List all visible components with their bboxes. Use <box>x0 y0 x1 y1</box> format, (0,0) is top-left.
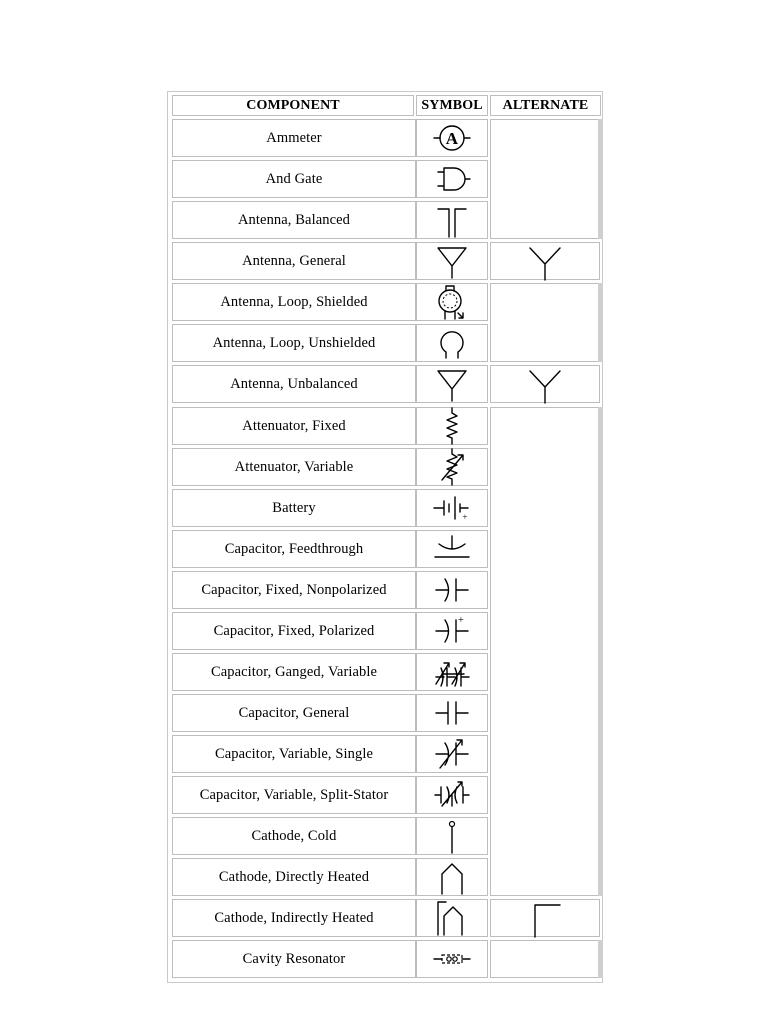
component-cell: Capacitor, Fixed, Polarized <box>172 612 416 650</box>
component-cell: Cathode, Directly Heated <box>172 858 416 896</box>
antenna-unbalanced-alternate-icon <box>515 365 575 403</box>
capacitor-fixed-polarized-symbol-icon <box>432 612 472 650</box>
svg-text:+: + <box>458 615 464 626</box>
symbol-cell <box>416 899 488 937</box>
alternate-cell <box>490 365 600 403</box>
symbol-cell <box>416 571 488 609</box>
symbol-cell <box>416 365 488 403</box>
cavity-resonator-symbol-icon <box>432 940 472 978</box>
svg-text:A: A <box>445 129 459 148</box>
antenna-general-alternate-icon <box>515 242 575 280</box>
component-cell: Antenna, Unbalanced <box>172 365 416 403</box>
capacitor-variable-split-stator-symbol-icon <box>432 776 472 814</box>
header-component: COMPONENT <box>172 95 414 116</box>
svg-text:+: + <box>462 512 468 522</box>
component-cell: Capacitor, Fixed, Nonpolarized <box>172 571 416 609</box>
symbol-cell <box>416 735 488 773</box>
antenna-unbalanced-symbol-icon <box>432 365 472 403</box>
symbol-cell <box>416 612 488 650</box>
symbol-cell <box>416 160 488 198</box>
symbol-cell <box>416 776 488 814</box>
antenna-general-symbol-icon <box>432 242 472 280</box>
cathode-cold-symbol-icon <box>432 817 472 855</box>
alternate-cell <box>490 899 600 937</box>
capacitor-fixed-nonpolarized-symbol-icon <box>432 571 472 609</box>
header-alternate: ALTERNATE <box>490 95 601 116</box>
antenna-balanced-symbol-icon <box>432 201 472 239</box>
alternate-empty-cell <box>490 283 598 362</box>
capacitor-variable-single-symbol-icon <box>432 735 472 773</box>
symbol-cell <box>416 242 488 280</box>
component-cell: Cavity Resonator <box>172 940 416 978</box>
component-cell: Attenuator, Fixed <box>172 407 416 445</box>
ammeter-symbol-icon <box>432 119 472 157</box>
symbol-cell <box>416 201 488 239</box>
symbol-cell <box>416 489 488 527</box>
component-cell: Attenuator, Variable <box>172 448 416 486</box>
cathode-indirectly-heated-symbol-icon <box>432 899 472 937</box>
component-cell: Antenna, Loop, Shielded <box>172 283 416 321</box>
alternate-cell <box>490 242 600 280</box>
attenuator-variable-symbol-icon <box>432 448 472 486</box>
capacitor-general-symbol-icon <box>432 694 472 732</box>
component-cell: Ammeter <box>172 119 416 157</box>
and-gate-symbol-icon <box>432 160 472 198</box>
antenna-loop-unshielded-symbol-icon <box>432 324 472 362</box>
cell-edge-shade <box>598 283 603 362</box>
component-cell: Capacitor, Feedthrough <box>172 530 416 568</box>
component-cell: Capacitor, Ganged, Variable <box>172 653 416 691</box>
component-cell: Antenna, General <box>172 242 416 280</box>
component-cell: Cathode, Cold <box>172 817 416 855</box>
alternate-empty-cell <box>490 940 598 978</box>
component-cell: And Gate <box>172 160 416 198</box>
alternate-empty-cell <box>490 407 598 896</box>
symbol-cell <box>416 653 488 691</box>
symbol-cell <box>416 858 488 896</box>
cell-edge-shade <box>598 407 603 896</box>
symbol-cell <box>416 940 488 978</box>
component-cell: Antenna, Balanced <box>172 201 416 239</box>
cathode-directly-heated-symbol-icon <box>432 858 472 896</box>
symbol-cell <box>416 407 488 445</box>
symbol-cell <box>416 448 488 486</box>
cathode-indirectly-heated-alternate-icon <box>515 899 575 937</box>
attenuator-fixed-symbol-icon <box>432 407 472 445</box>
battery-symbol-icon <box>432 489 472 527</box>
component-cell: Antenna, Loop, Unshielded <box>172 324 416 362</box>
component-cell: Capacitor, General <box>172 694 416 732</box>
symbol-cell <box>416 817 488 855</box>
symbol-cell <box>416 694 488 732</box>
cell-edge-shade <box>598 119 603 239</box>
symbol-table <box>167 91 603 983</box>
header-symbol: SYMBOL <box>416 95 488 116</box>
capacitor-feedthrough-symbol-icon <box>432 530 472 568</box>
component-cell: Cathode, Indirectly Heated <box>172 899 416 937</box>
component-cell: Battery <box>172 489 416 527</box>
symbol-cell <box>416 119 488 157</box>
symbol-cell <box>416 324 488 362</box>
component-cell: Capacitor, Variable, Split-Stator <box>172 776 416 814</box>
capacitor-ganged-variable-symbol-icon <box>432 653 472 691</box>
symbol-cell <box>416 283 488 321</box>
component-cell: Capacitor, Variable, Single <box>172 735 416 773</box>
alternate-empty-cell <box>490 119 598 239</box>
cell-edge-shade <box>598 940 603 978</box>
symbol-cell <box>416 530 488 568</box>
antenna-loop-shielded-symbol-icon <box>432 283 472 321</box>
